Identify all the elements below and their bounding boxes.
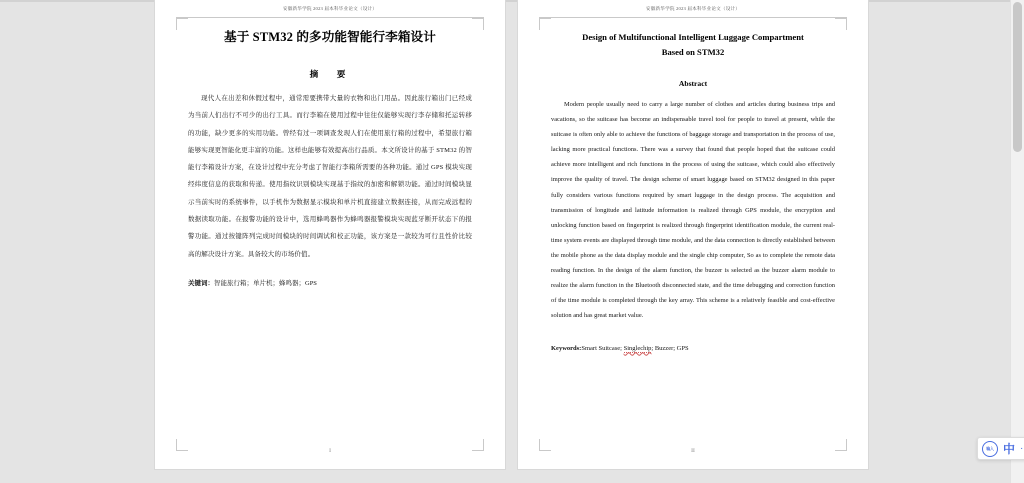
- page-number-2: II: [691, 448, 695, 454]
- keywords-line-english: [551, 342, 835, 355]
- keywords-value-chinese: 智能旅行箱；单片机；蜂鸣器；GPS: [214, 279, 317, 287]
- page-2-body: [551, 23, 835, 435]
- keywords-label-english: Keywords:: [551, 345, 582, 353]
- ime-punctuation-mode-icon[interactable]: ·: [1020, 442, 1024, 454]
- canvas-top-edge: [0, 0, 1024, 2]
- page-1-body: [188, 23, 472, 435]
- document-page-1[interactable]: [155, 0, 505, 469]
- document-page-2[interactable]: [518, 0, 868, 469]
- document-title-english-line2: Based on STM32: [661, 46, 725, 57]
- margin-crop-mark-top-left: [176, 18, 188, 30]
- margin-crop-mark-top-left: [539, 18, 551, 30]
- ime-language-mode-button[interactable]: 中: [1003, 441, 1016, 456]
- abstract-body-english: Modern people usually need to carry a large number of clothes and articles during business trips and vacations, so the suitcase has become an indispensable travel tool for people to travel at present, while the suitcase is often only able to achieve the functions of baggage storage and transportation in the process of use, lacking more practical functions. There was a survey that found that people hoped that the suitcase could achieve more intelligent and rich functions in the process of using the suitcase, which could also effectively improve the quality of travel. The design scheme of smart luggage based on STM32 designed in this paper fully considers various functions required by smart luggage in the design process. The acquisition and transmission of longitude and latitude information is realized through GPS module, the encryption and unlocking function based on fingerprint is realized through fingerprint identification module, the current real-time system events are displayed through time module, and the data connection is directly established between the mobile phone as the data display module and the single chip computer, So as to complete the remote data reading function. In the design of the alarm function, the buzzer is selected as the buzzer alarm module to realize the alarm function in the Bluetooth disconnected state, and the time debugging and correction function of the time module is completed through the key array. This scheme is a relatively feasible and cost-effective solution and has great market value.: [551, 101, 835, 320]
- document-title-english-line1: Design of Multifunctional Intelligent Luggage Compartment: [582, 32, 804, 42]
- document-title-english: [551, 30, 835, 59]
- keywords-label-chinese: 关键词：: [188, 279, 214, 287]
- margin-crop-mark-top-right: [835, 18, 847, 30]
- abstract-heading-chinese: 摘 要: [309, 69, 351, 79]
- margin-crop-mark-top-right: [472, 18, 484, 30]
- keywords-line-chinese: [188, 277, 472, 290]
- page-header-text: 安徽新华学院 2023 届本科毕业论文（设计）: [282, 6, 378, 11]
- keywords-value-english-part2: ; Buzzer; GPS: [651, 345, 689, 353]
- abstract-heading-english: Abstract: [678, 79, 708, 88]
- ime-logo-icon[interactable]: 输入: [982, 441, 998, 457]
- header-separator-rule: [176, 17, 484, 18]
- ime-toolbar[interactable]: [977, 437, 1024, 460]
- header-separator-rule: [539, 17, 847, 18]
- keywords-value-english-part1: Smart Suitcase;: [581, 345, 624, 353]
- keywords-spelling-error: Singlechip: [623, 345, 652, 353]
- vertical-scrollbar-thumb[interactable]: [1013, 2, 1022, 152]
- vertical-scrollbar-track[interactable]: [1010, 0, 1024, 483]
- page-header-text: 安徽新华学院 2023 届本科毕业论文（设计）: [645, 6, 741, 11]
- page-number-1: I: [329, 448, 331, 454]
- document-title-chinese: 基于 STM32 的多功能智能行李箱设计: [224, 30, 436, 44]
- abstract-body-chinese: 现代人在出差和休假过程中，通常需要携带大量的衣物和出门用品。因此旅行箱出门已经成为当前人们出行不可少的出行工具。而行李箱在使用过程中往往仅能够实现行李存储和托运转移的功能，缺少更多的实用功能。曾经有过一项调查发现人们在使用旅行箱的过程中，希望旅行箱能够实现更智能化更丰富的功能。这样也能够有效提高出行品质。本文所设计的基于 STM32 的智能行李箱设计方案，在设计过程中充分考虑了智能行李箱所需要的各种功能。通过 GPS 模块实现经纬度信息的获取和传递。使用指纹识别模块实现基于指纹的加密和解锁功能。通过时间模块显示当前实时的系统事件，以手机作为数据显示模块和单片机直接建立数据连接，从而完成远程的数据读取功能。在报警功能的设计中，选用蜂鸣器作为蜂鸣器报警模块实现蓝牙断开状态下的报警功能。通过按键阵列完成时间模块的时间调试和校正功能，该方案是一款较为可行且性价比较高的解决设计方案。具备较大的市场价值。: [188, 95, 472, 258]
